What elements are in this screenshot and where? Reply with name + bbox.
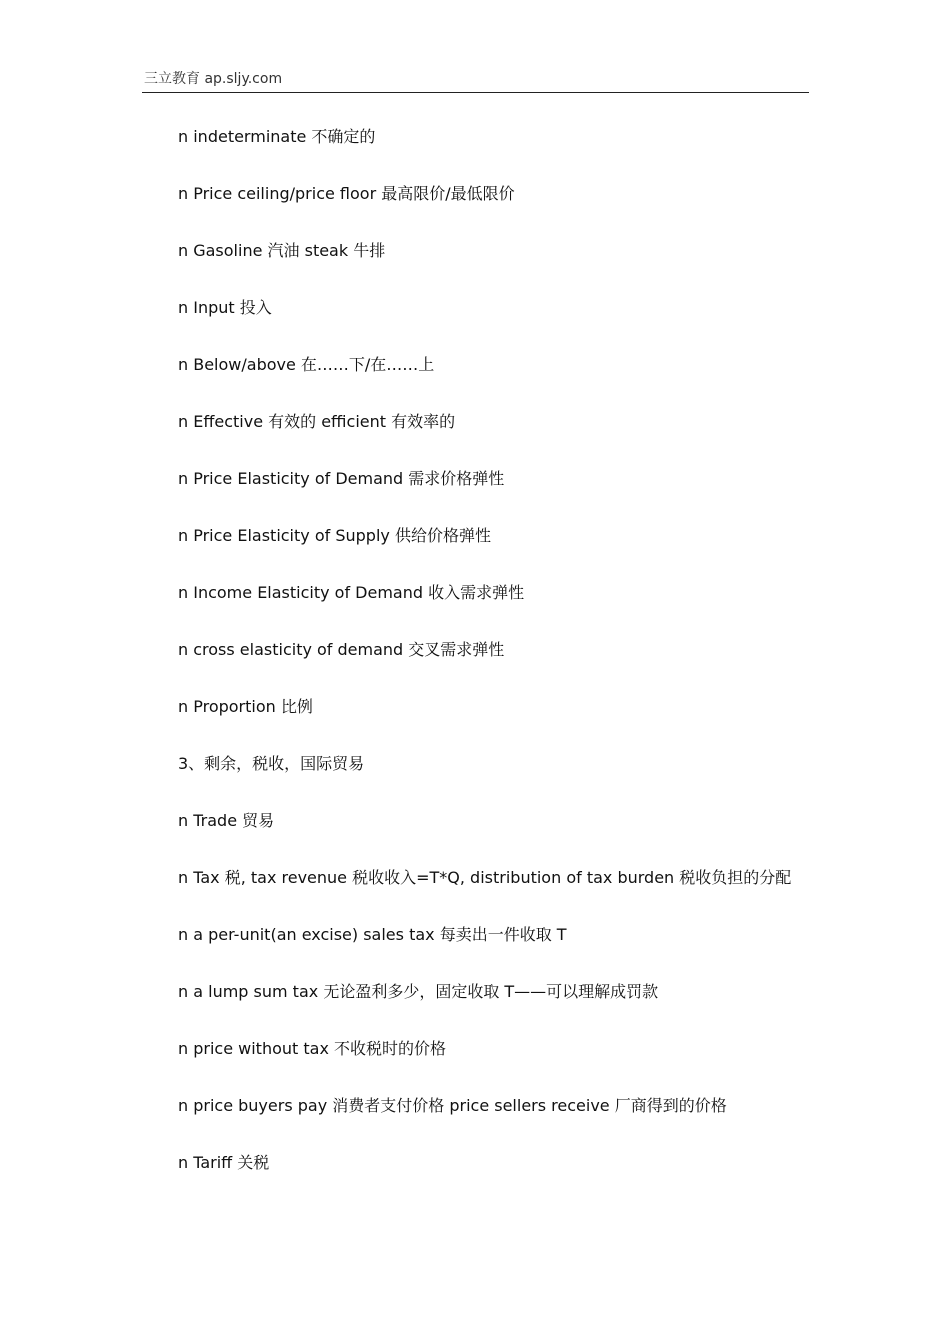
list-item: n Trade 贸易 — [178, 811, 275, 830]
list-item: n Proportion 比例 — [178, 697, 313, 716]
list-item: n a per-unit(an excise) sales tax 每卖出一件收取 T — [178, 925, 567, 944]
section-heading: 3、剩余，税收，国际贸易 — [178, 754, 365, 773]
list-item: n Gasoline 汽油 steak 牛排 — [178, 241, 386, 260]
list-item: n Price Elasticity of Demand 需求价格弹性 — [178, 469, 505, 488]
list-item: n Tariff 关税 — [178, 1153, 270, 1172]
list-item: n indeterminate 不确定的 — [178, 127, 376, 146]
list-item: n price buyers pay 消费者支付价格 price sellers receive 厂商得到的价格 — [178, 1096, 727, 1115]
list-item: n Price Elasticity of Supply 供给价格弹性 — [178, 526, 491, 545]
vocabulary-list — [178, 127, 818, 1210]
list-item: n Below/above 在……下/在……上 — [178, 355, 435, 374]
list-item: n price without tax 不收税时的价格 — [178, 1039, 447, 1058]
list-item: n Effective 有效的 efficient 有效率的 — [178, 412, 456, 431]
list-item: n Income Elasticity of Demand 收入需求弹性 — [178, 583, 525, 602]
list-item: n cross elasticity of demand 交叉需求弹性 — [178, 640, 505, 659]
list-item: n Tax 税, tax revenue 税收收入=T*Q, distribution of tax burden 税收负担的分配 — [178, 868, 792, 887]
list-item: n Price ceiling/price floor 最高限价/最低限价 — [178, 184, 515, 203]
list-item: n Input 投入 — [178, 298, 272, 317]
header-title: 三立教育 ap.sljy.com — [144, 71, 283, 87]
page-header — [142, 68, 809, 93]
list-item: n a lump sum tax 无论盈利多少，固定收取 T——可以理解成罚款 — [178, 982, 659, 1001]
